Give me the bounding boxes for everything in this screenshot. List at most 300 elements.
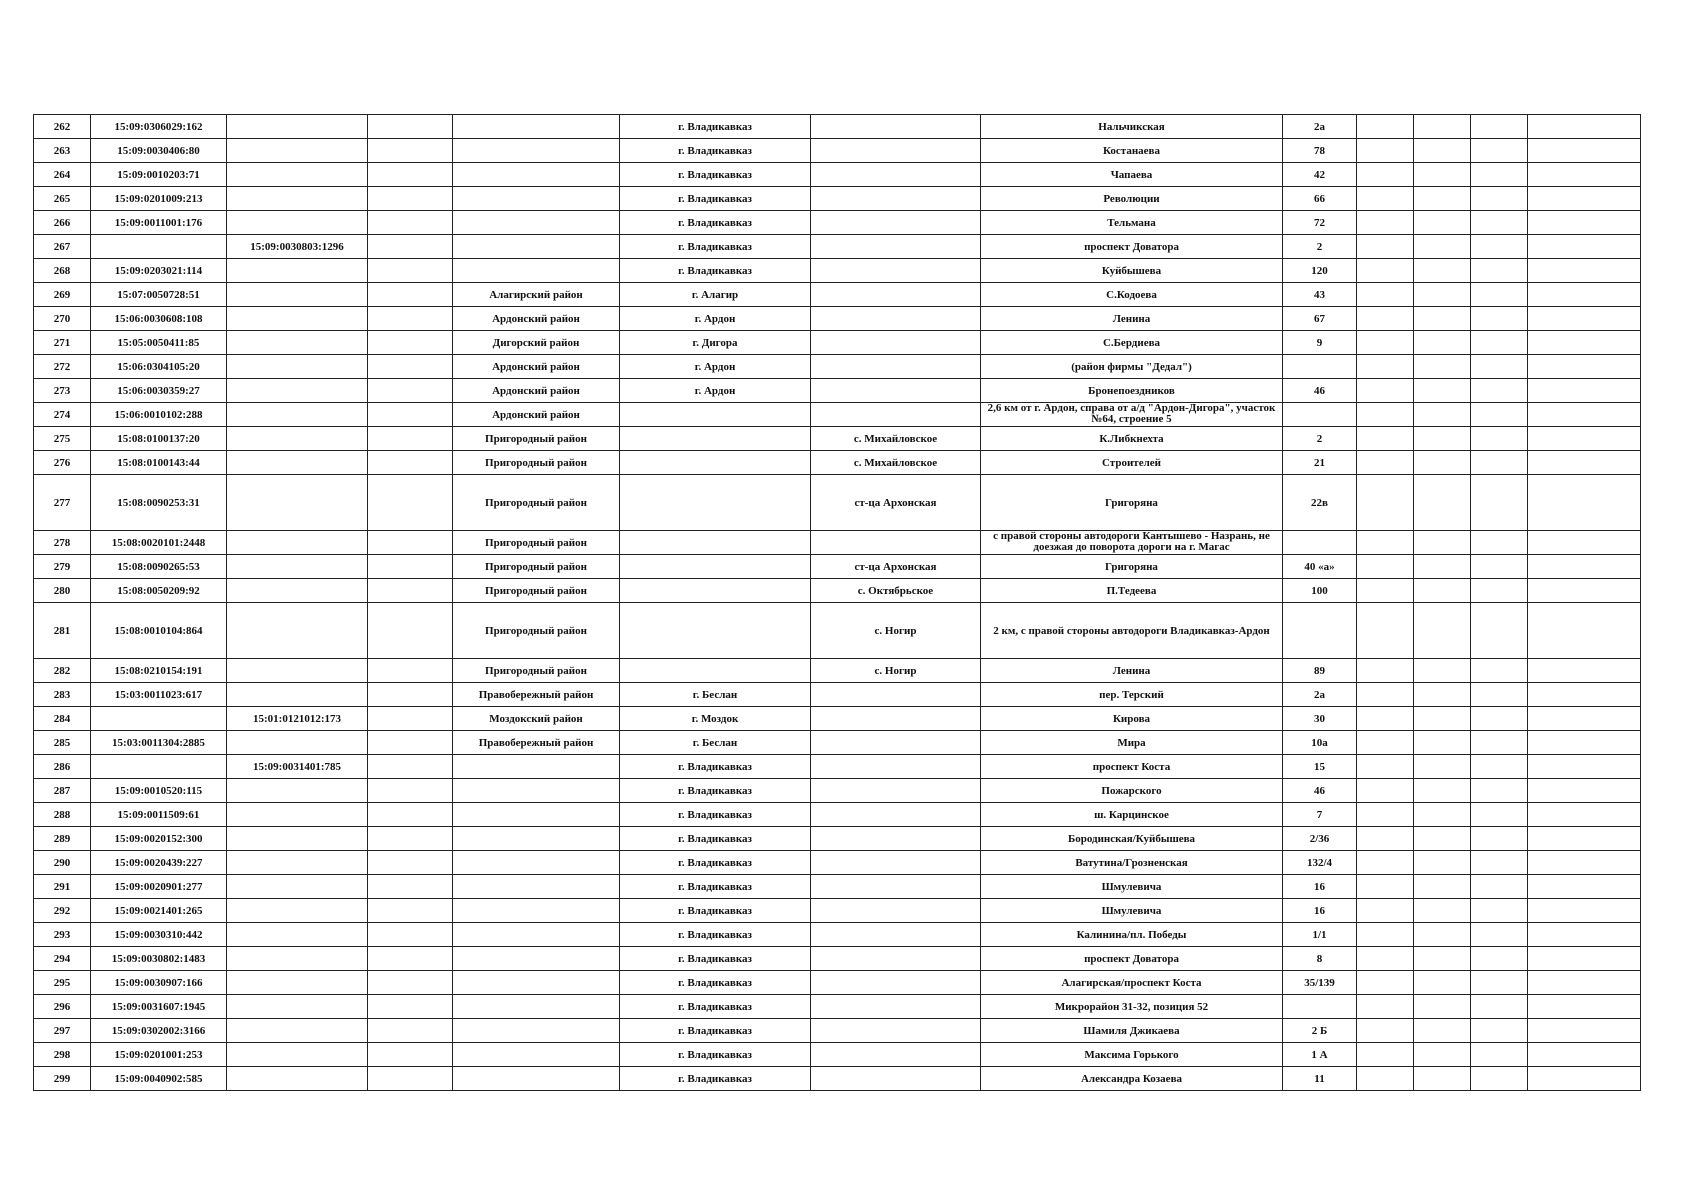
cell-c3 xyxy=(368,579,453,603)
cell-k1: 15:08:0100143:44 xyxy=(91,451,227,475)
cell-city xyxy=(620,531,811,555)
cell-n: 293 xyxy=(34,923,91,947)
cell-n: 291 xyxy=(34,875,91,899)
cell-k1: 15:09:0302002:3166 xyxy=(91,1019,227,1043)
cell-house: 66 xyxy=(1283,187,1357,211)
cell-empty xyxy=(1528,259,1641,283)
cell-city: г. Владикавказ xyxy=(620,875,811,899)
cell-empty xyxy=(1471,875,1528,899)
cell-k2 xyxy=(227,427,368,451)
cell-street: Ленина xyxy=(981,659,1283,683)
cell-c3 xyxy=(368,331,453,355)
cell-empty xyxy=(1471,603,1528,659)
cell-n: 285 xyxy=(34,731,91,755)
cell-district xyxy=(453,1067,620,1091)
cell-n: 273 xyxy=(34,379,91,403)
cell-empty xyxy=(1414,427,1471,451)
cell-house: 11 xyxy=(1283,1067,1357,1091)
cell-empty xyxy=(1414,779,1471,803)
cell-house: 1/1 xyxy=(1283,923,1357,947)
cell-empty xyxy=(1528,579,1641,603)
cell-n: 281 xyxy=(34,603,91,659)
cell-district xyxy=(453,115,620,139)
cell-street: проспект Доватора xyxy=(981,947,1283,971)
cell-settlement xyxy=(811,779,981,803)
cell-city: г. Владикавказ xyxy=(620,971,811,995)
cell-k2 xyxy=(227,603,368,659)
cell-k1: 15:09:0011001:176 xyxy=(91,211,227,235)
table-row xyxy=(34,379,1641,403)
cell-district xyxy=(453,163,620,187)
cell-empty xyxy=(1357,1067,1414,1091)
cell-empty xyxy=(1414,875,1471,899)
cell-k2: 15:01:0121012:173 xyxy=(227,707,368,731)
cell-city: г. Владикавказ xyxy=(620,899,811,923)
cell-empty xyxy=(1528,115,1641,139)
cell-empty xyxy=(1357,235,1414,259)
cell-c3 xyxy=(368,235,453,259)
cell-empty xyxy=(1528,1067,1641,1091)
cell-settlement xyxy=(811,307,981,331)
cell-n: 283 xyxy=(34,683,91,707)
cell-house: 10а xyxy=(1283,731,1357,755)
cell-house: 43 xyxy=(1283,283,1357,307)
cell-city: г. Владикавказ xyxy=(620,1019,811,1043)
cell-k2 xyxy=(227,731,368,755)
cell-empty xyxy=(1528,827,1641,851)
cell-empty xyxy=(1414,755,1471,779)
cell-street: ш. Карцинское xyxy=(981,803,1283,827)
cell-street: Бронепоездников xyxy=(981,379,1283,403)
cell-house xyxy=(1283,531,1357,555)
cell-empty xyxy=(1357,115,1414,139)
cell-k2 xyxy=(227,851,368,875)
cell-street: Шамиля Джикаева xyxy=(981,1019,1283,1043)
cell-settlement xyxy=(811,163,981,187)
cell-empty xyxy=(1414,827,1471,851)
cell-street: Мира xyxy=(981,731,1283,755)
cell-k1: 15:06:0030359:27 xyxy=(91,379,227,403)
cell-house: 1 А xyxy=(1283,1043,1357,1067)
cell-c3 xyxy=(368,531,453,555)
cell-district xyxy=(453,923,620,947)
cell-house: 21 xyxy=(1283,451,1357,475)
cell-district xyxy=(453,139,620,163)
cell-house: 2а xyxy=(1283,115,1357,139)
cell-settlement xyxy=(811,899,981,923)
cell-n: 271 xyxy=(34,331,91,355)
cell-n: 286 xyxy=(34,755,91,779)
cell-k2 xyxy=(227,803,368,827)
cell-street: Бородинская/Куйбышева xyxy=(981,827,1283,851)
cell-settlement xyxy=(811,827,981,851)
cell-settlement xyxy=(811,995,981,1019)
cell-k1 xyxy=(91,707,227,731)
cell-settlement xyxy=(811,971,981,995)
table-row xyxy=(34,115,1641,139)
cell-empty xyxy=(1471,235,1528,259)
cell-house: 22в xyxy=(1283,475,1357,531)
cell-c3 xyxy=(368,995,453,1019)
cell-city: г. Владикавказ xyxy=(620,163,811,187)
table-row xyxy=(34,331,1641,355)
cell-district: Ардонский район xyxy=(453,379,620,403)
cell-n: 262 xyxy=(34,115,91,139)
cell-street: Григоряна xyxy=(981,555,1283,579)
cell-empty xyxy=(1528,923,1641,947)
cell-street: Алагирская/проспект Коста xyxy=(981,971,1283,995)
cell-house: 46 xyxy=(1283,379,1357,403)
table-row xyxy=(34,211,1641,235)
table-row xyxy=(34,755,1641,779)
cell-k1: 15:09:0201001:253 xyxy=(91,1043,227,1067)
cell-empty xyxy=(1471,683,1528,707)
cell-district xyxy=(453,755,620,779)
cell-settlement: с. Ногир xyxy=(811,603,981,659)
cell-empty xyxy=(1414,403,1471,427)
table-body xyxy=(34,115,1641,1091)
cell-empty xyxy=(1357,803,1414,827)
table-row xyxy=(34,947,1641,971)
cell-house: 120 xyxy=(1283,259,1357,283)
cell-district xyxy=(453,851,620,875)
cell-settlement xyxy=(811,211,981,235)
cell-n: 265 xyxy=(34,187,91,211)
cell-k2 xyxy=(227,659,368,683)
cell-k2: 15:09:0031401:785 xyxy=(227,755,368,779)
cell-empty xyxy=(1528,427,1641,451)
cell-k2 xyxy=(227,995,368,1019)
cell-city: г. Ардон xyxy=(620,307,811,331)
cell-empty xyxy=(1528,875,1641,899)
cell-c3 xyxy=(368,1067,453,1091)
cell-settlement xyxy=(811,283,981,307)
cell-house: 30 xyxy=(1283,707,1357,731)
table-row xyxy=(34,827,1641,851)
cell-empty xyxy=(1471,1067,1528,1091)
cell-empty xyxy=(1471,331,1528,355)
cell-empty xyxy=(1414,1067,1471,1091)
cell-city: г. Владикавказ xyxy=(620,995,811,1019)
cell-house: 67 xyxy=(1283,307,1357,331)
cell-empty xyxy=(1528,731,1641,755)
table-row xyxy=(34,1019,1641,1043)
cell-empty xyxy=(1471,827,1528,851)
cell-empty xyxy=(1357,475,1414,531)
cell-street: проспект Коста xyxy=(981,755,1283,779)
cell-c3 xyxy=(368,427,453,451)
cell-k2 xyxy=(227,899,368,923)
cell-settlement xyxy=(811,731,981,755)
cell-c3 xyxy=(368,779,453,803)
cell-empty xyxy=(1357,971,1414,995)
cell-empty xyxy=(1357,755,1414,779)
cell-c3 xyxy=(368,187,453,211)
cell-district xyxy=(453,995,620,1019)
cell-k2 xyxy=(227,1067,368,1091)
cell-district: Пригородный район xyxy=(453,555,620,579)
cell-empty xyxy=(1357,659,1414,683)
cell-n: 263 xyxy=(34,139,91,163)
cell-street: 2,6 км от г. Ардон, справа от а/д "Ардон-Дигора", участок №64, строение 5 xyxy=(981,403,1283,427)
cell-empty xyxy=(1357,379,1414,403)
cell-empty xyxy=(1528,1043,1641,1067)
cell-empty xyxy=(1528,531,1641,555)
cell-empty xyxy=(1471,779,1528,803)
cell-k1: 15:08:0010104:864 xyxy=(91,603,227,659)
cell-k1: 15:07:0050728:51 xyxy=(91,283,227,307)
cell-k1: 15:09:0031607:1945 xyxy=(91,995,227,1019)
table-row xyxy=(34,731,1641,755)
cell-district xyxy=(453,235,620,259)
cell-empty xyxy=(1414,187,1471,211)
cell-city: г. Владикавказ xyxy=(620,235,811,259)
cell-city: г. Беслан xyxy=(620,683,811,707)
cell-k2 xyxy=(227,579,368,603)
cell-empty xyxy=(1414,379,1471,403)
cell-empty xyxy=(1528,707,1641,731)
cell-settlement: с. Михайловское xyxy=(811,427,981,451)
cell-empty xyxy=(1528,355,1641,379)
cell-street: Пожарского xyxy=(981,779,1283,803)
cell-city: г. Владикавказ xyxy=(620,755,811,779)
cell-c3 xyxy=(368,307,453,331)
cell-city: г. Владикавказ xyxy=(620,947,811,971)
cell-city: г. Алагир xyxy=(620,283,811,307)
cell-city: г. Владикавказ xyxy=(620,827,811,851)
cell-k1: 15:09:0010203:71 xyxy=(91,163,227,187)
cell-k1: 15:08:0090265:53 xyxy=(91,555,227,579)
cell-empty xyxy=(1528,971,1641,995)
cell-street: Ватутина/Грозненская xyxy=(981,851,1283,875)
cell-street: проспект Доватора xyxy=(981,235,1283,259)
cell-settlement: с. Октябрьское xyxy=(811,579,981,603)
cell-empty xyxy=(1357,283,1414,307)
cell-empty xyxy=(1471,163,1528,187)
cell-k1: 15:08:0050209:92 xyxy=(91,579,227,603)
cell-k2 xyxy=(227,875,368,899)
cell-settlement xyxy=(811,707,981,731)
cell-house: 7 xyxy=(1283,803,1357,827)
cell-house: 16 xyxy=(1283,875,1357,899)
cell-house: 40 «а» xyxy=(1283,555,1357,579)
cell-settlement xyxy=(811,683,981,707)
cell-k2 xyxy=(227,1043,368,1067)
cell-settlement xyxy=(811,403,981,427)
cell-k2 xyxy=(227,139,368,163)
cell-house: 2 xyxy=(1283,235,1357,259)
cell-empty xyxy=(1471,707,1528,731)
cell-n: 275 xyxy=(34,427,91,451)
cell-settlement xyxy=(811,355,981,379)
cell-c3 xyxy=(368,971,453,995)
cell-k2 xyxy=(227,403,368,427)
cell-k2 xyxy=(227,163,368,187)
cell-empty xyxy=(1471,211,1528,235)
cell-empty xyxy=(1414,259,1471,283)
cell-empty xyxy=(1471,659,1528,683)
table-row xyxy=(34,995,1641,1019)
cell-city xyxy=(620,427,811,451)
cell-house: 89 xyxy=(1283,659,1357,683)
cell-empty xyxy=(1357,707,1414,731)
cell-street: Шмулевича xyxy=(981,875,1283,899)
cell-n: 269 xyxy=(34,283,91,307)
cell-empty xyxy=(1357,451,1414,475)
cell-settlement: с. Ногир xyxy=(811,659,981,683)
cell-c3 xyxy=(368,851,453,875)
cell-k1: 15:06:0304105:20 xyxy=(91,355,227,379)
cell-empty xyxy=(1414,331,1471,355)
cell-n: 266 xyxy=(34,211,91,235)
cell-c3 xyxy=(368,1043,453,1067)
cell-empty xyxy=(1471,259,1528,283)
cell-district: Моздокский район xyxy=(453,707,620,731)
cell-empty xyxy=(1357,403,1414,427)
cell-c3 xyxy=(368,803,453,827)
cell-c3 xyxy=(368,683,453,707)
cell-empty xyxy=(1414,211,1471,235)
cell-empty xyxy=(1414,163,1471,187)
cell-district: Ардонский район xyxy=(453,403,620,427)
cell-c3 xyxy=(368,827,453,851)
cell-district xyxy=(453,1043,620,1067)
cell-settlement: с. Михайловское xyxy=(811,451,981,475)
cell-k2 xyxy=(227,115,368,139)
cell-empty xyxy=(1357,555,1414,579)
cell-empty xyxy=(1414,1019,1471,1043)
cell-empty xyxy=(1471,379,1528,403)
cell-empty xyxy=(1471,187,1528,211)
table-row xyxy=(34,683,1641,707)
cell-empty xyxy=(1414,355,1471,379)
cell-district: Правобережный район xyxy=(453,683,620,707)
cell-house: 15 xyxy=(1283,755,1357,779)
cell-c3 xyxy=(368,379,453,403)
cell-n: 277 xyxy=(34,475,91,531)
cell-city: г. Владикавказ xyxy=(620,1067,811,1091)
cell-empty xyxy=(1471,451,1528,475)
table-row xyxy=(34,403,1641,427)
cell-empty xyxy=(1357,851,1414,875)
cell-house: 132/4 xyxy=(1283,851,1357,875)
table-row xyxy=(34,659,1641,683)
cell-settlement xyxy=(811,875,981,899)
cell-k2 xyxy=(227,779,368,803)
cell-c3 xyxy=(368,139,453,163)
cell-k1: 15:09:0040902:585 xyxy=(91,1067,227,1091)
table-row xyxy=(34,555,1641,579)
cell-empty xyxy=(1528,603,1641,659)
cell-district: Пригородный район xyxy=(453,603,620,659)
cell-n: 272 xyxy=(34,355,91,379)
cell-k1: 15:08:0210154:191 xyxy=(91,659,227,683)
cell-street: Революции xyxy=(981,187,1283,211)
cell-empty xyxy=(1528,163,1641,187)
cell-k1: 15:06:0030608:108 xyxy=(91,307,227,331)
cell-empty xyxy=(1528,235,1641,259)
cell-n: 268 xyxy=(34,259,91,283)
cell-empty xyxy=(1471,403,1528,427)
cell-k1: 15:08:0020101:2448 xyxy=(91,531,227,555)
cell-n: 290 xyxy=(34,851,91,875)
cell-k1: 15:08:0090253:31 xyxy=(91,475,227,531)
cell-city xyxy=(620,403,811,427)
cell-c3 xyxy=(368,355,453,379)
cell-k1: 15:09:0020439:227 xyxy=(91,851,227,875)
cell-house: 8 xyxy=(1283,947,1357,971)
cell-empty xyxy=(1357,579,1414,603)
cell-c3 xyxy=(368,163,453,187)
cell-city xyxy=(620,659,811,683)
cell-empty xyxy=(1414,923,1471,947)
cell-empty xyxy=(1357,427,1414,451)
cell-empty xyxy=(1528,211,1641,235)
cell-empty xyxy=(1357,995,1414,1019)
cell-k1: 15:09:0021401:265 xyxy=(91,899,227,923)
cell-empty xyxy=(1357,163,1414,187)
cell-empty xyxy=(1471,947,1528,971)
cell-k2 xyxy=(227,683,368,707)
cell-city: г. Владикавказ xyxy=(620,803,811,827)
cell-k1: 15:09:0306029:162 xyxy=(91,115,227,139)
cell-k1: 15:09:0030802:1483 xyxy=(91,947,227,971)
cell-city: г. Беслан xyxy=(620,731,811,755)
cell-n: 279 xyxy=(34,555,91,579)
cell-k2 xyxy=(227,1019,368,1043)
cell-city xyxy=(620,603,811,659)
cell-house: 2/36 xyxy=(1283,827,1357,851)
cell-district xyxy=(453,971,620,995)
cell-district xyxy=(453,875,620,899)
cell-k1: 15:09:0201009:213 xyxy=(91,187,227,211)
cell-district: Пригородный район xyxy=(453,531,620,555)
table-row xyxy=(34,307,1641,331)
table-row xyxy=(34,451,1641,475)
cell-empty xyxy=(1357,259,1414,283)
cell-city xyxy=(620,451,811,475)
cell-district xyxy=(453,899,620,923)
table-row xyxy=(34,1067,1641,1091)
cell-district: Ардонский район xyxy=(453,307,620,331)
cell-street: Ленина xyxy=(981,307,1283,331)
cell-empty xyxy=(1414,235,1471,259)
cell-house: 72 xyxy=(1283,211,1357,235)
cell-empty xyxy=(1414,603,1471,659)
cell-k1: 15:09:0030406:80 xyxy=(91,139,227,163)
cell-district: Алагирский район xyxy=(453,283,620,307)
cell-settlement xyxy=(811,803,981,827)
cell-k2 xyxy=(227,451,368,475)
cell-k1: 15:08:0100137:20 xyxy=(91,427,227,451)
cell-empty xyxy=(1471,427,1528,451)
cell-settlement xyxy=(811,379,981,403)
cell-empty xyxy=(1471,971,1528,995)
cell-empty xyxy=(1414,307,1471,331)
cell-empty xyxy=(1414,283,1471,307)
cell-house xyxy=(1283,403,1357,427)
cell-empty xyxy=(1357,827,1414,851)
cell-district: Пригородный район xyxy=(453,427,620,451)
cell-empty xyxy=(1528,187,1641,211)
cell-street: Строителей xyxy=(981,451,1283,475)
cell-empty xyxy=(1357,947,1414,971)
cell-empty xyxy=(1414,115,1471,139)
cell-k2 xyxy=(227,947,368,971)
cell-district xyxy=(453,1019,620,1043)
cell-city: г. Владикавказ xyxy=(620,211,811,235)
cell-street: Микрорайон 31-32, позиция 52 xyxy=(981,995,1283,1019)
